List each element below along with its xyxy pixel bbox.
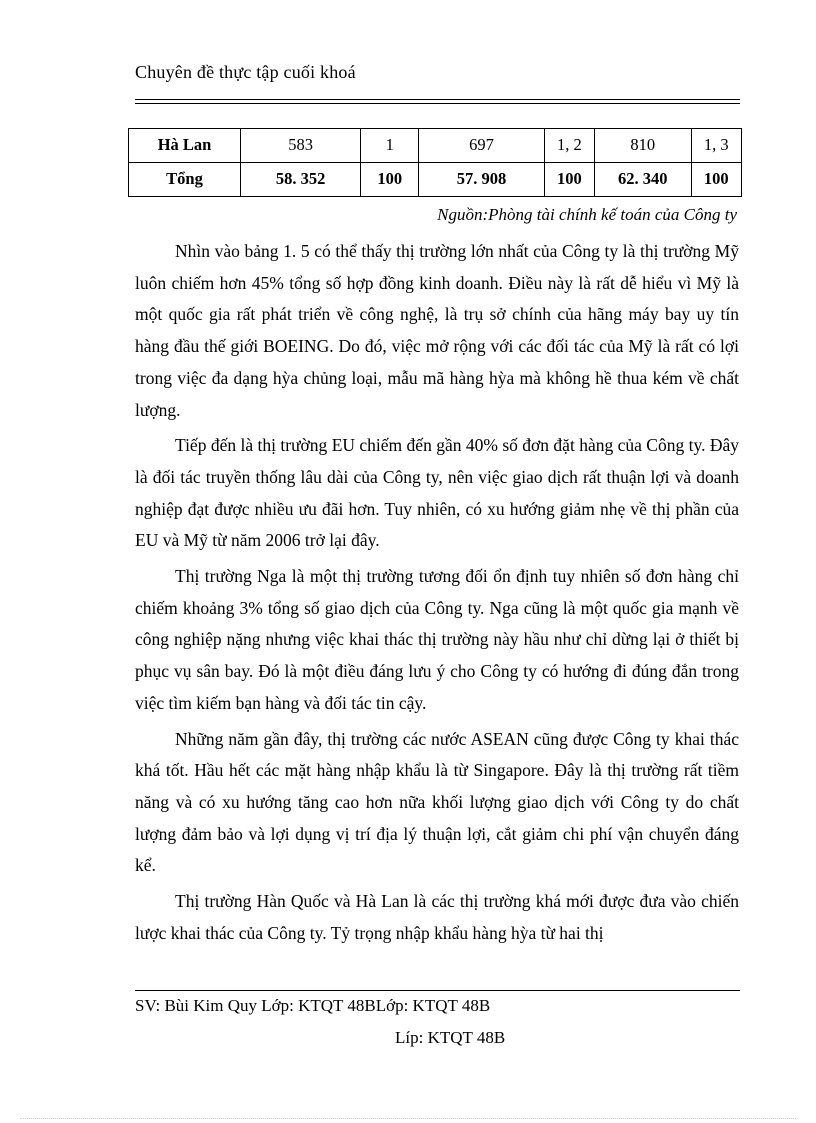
footer-class-info: Líp: KTQT 48B	[395, 1028, 506, 1047]
table-cell: 100	[691, 163, 741, 197]
table-cell: 697	[419, 129, 544, 163]
table-cell: 583	[241, 129, 361, 163]
page-header-title: Chuyên đề thực tập cuối khoá	[135, 62, 356, 82]
table-cell: 100	[361, 163, 419, 197]
body-text	[135, 236, 739, 953]
table-cell-country: Tổng	[129, 163, 241, 197]
paragraph-1: Nhìn vào bảng 1. 5 có thể thấy thị trường lớn nhất của Công ty là thị trường Mỹ luôn chiếm hơn 45% tổng số hợp đồng kinh doanh. Điều này là rất dễ hiểu vì Mỹ là một quốc gia rất phát triển về công nghệ, là trụ sở chính của hãng máy bay uy tín hàng đầu thế giới BOEING. Do đó, việc mở rộng với các đối tác của Mỹ là rất có lợi trong việc đa dạng hỳa chủng loại, mẫu mã hàng hỳa mà không hề thua kém về chất lượng.	[135, 241, 739, 420]
table-cell: 58. 352	[241, 163, 361, 197]
market-share-table	[128, 128, 742, 197]
table-cell: 62. 340	[595, 163, 692, 197]
table-source-note: Nguồn:Phòng tài chính kế toán của Công ty	[437, 205, 737, 224]
header-rule-bottom	[135, 103, 740, 104]
paragraph-4: Những năm gần đây, thị trường các nước ASEAN cũng được Công ty khai thác khá tốt. Hầu hết các mặt hàng nhập khẩu là từ Singapore. Đây là thị trường rất tiềm năng và có xu hướng tăng cao hơn nữa khối lượng giao dịch với Công ty do chất lượng đảm bảo và lợi dụng vị trí địa lý thuận lợi, cắt giảm chi phí vận chuyển đáng kể.	[135, 728, 739, 876]
paragraph-2: Tiếp đến là thị trường EU chiếm đến gần 40% số đơn đặt hàng của Công ty. Đây là đối tác truyền thống lâu dài của Công ty, nên việc giao dịch rất thuận lợi và doanh nghiệp đạt được nhiều ưu đãi hơn. Tuy nhiên, có xu hướng giảm nhẹ về thị phần của EU và Mỹ từ năm 2006 trở lại đây.	[135, 435, 739, 551]
table-row-total	[129, 163, 742, 197]
footer-rule	[135, 990, 740, 991]
table-cell: 57. 908	[419, 163, 544, 197]
table-cell: 1, 3	[691, 129, 741, 163]
table-cell: 100	[544, 163, 594, 197]
table-cell: 1, 2	[544, 129, 594, 163]
table-row-ha-lan	[129, 129, 742, 163]
footer-student-info: SV: Bùi Kim Quy Lớp: KTQT 48BLớp: KTQT 48B	[135, 996, 491, 1015]
page-bottom-border	[20, 1118, 796, 1119]
paragraph-3: Thị trường Nga là một thị trường tương đối ổn định tuy nhiên số đơn hàng chỉ chiếm khoảng 3% tổng số giao dịch của Công ty. Nga cũng là một quốc gia mạnh về công nghiệp nặng nhưng việc khai thác thị trường này hầu như chỉ dừng lại ở thiết bị phục vụ sân bay. Đó là một điều đáng lưu ý cho Công ty có hướng đi đúng đắn trong việc tìm kiếm bạn hàng và đối tác tin cậy.	[135, 566, 739, 713]
table-cell: 810	[595, 129, 692, 163]
table-cell-country: Hà Lan	[129, 129, 241, 163]
table-cell: 1	[361, 129, 419, 163]
paragraph-5: Thị trường Hàn Quốc và Hà Lan là các thị trường khá mới được đưa vào chiến lược khai thác của Công ty. Tỷ trọng nhập khẩu hàng hỳa từ hai thị	[135, 891, 739, 943]
header-rule-top	[135, 99, 740, 100]
